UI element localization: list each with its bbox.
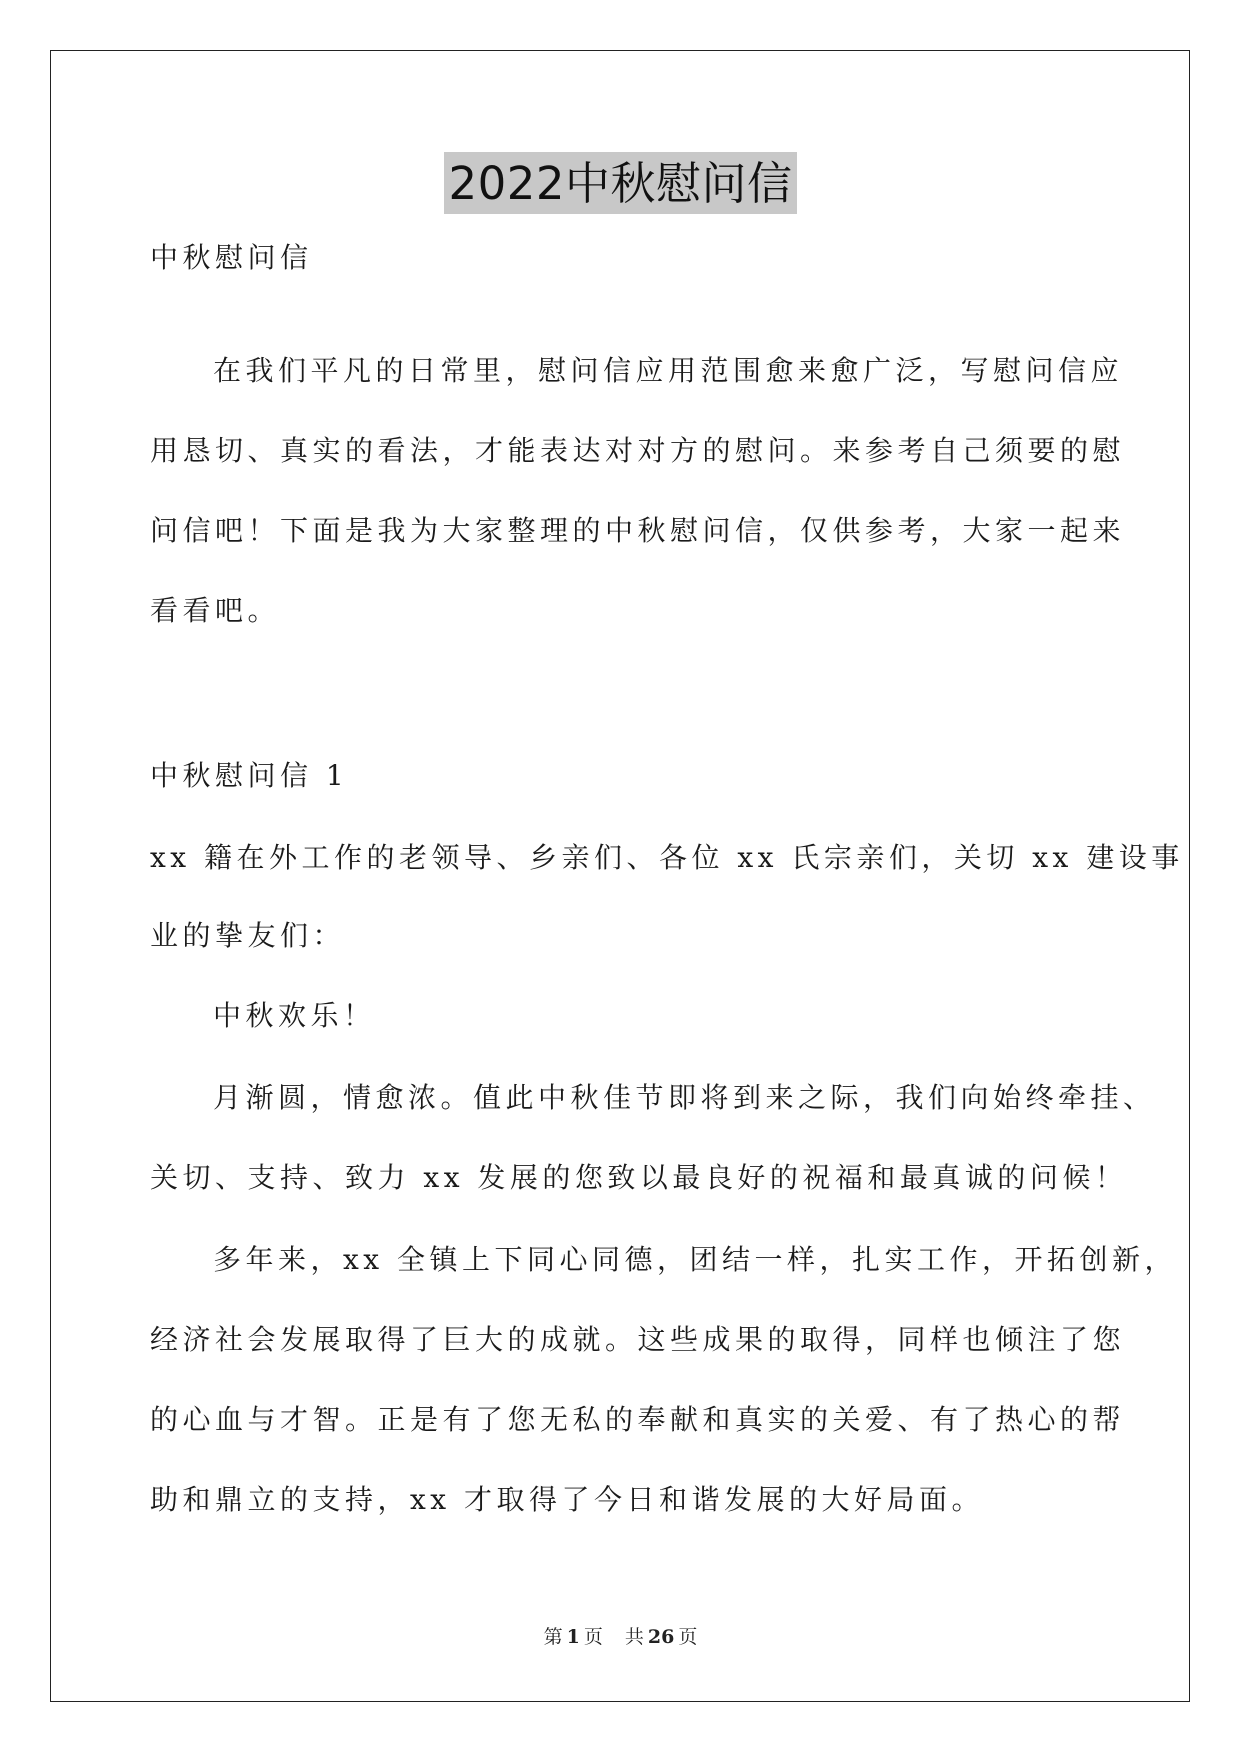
page-suffix: 页 xyxy=(583,1626,603,1648)
page-footer xyxy=(0,1622,1241,1649)
paragraph-line: 问信吧！下面是我为大家整理的中秋慰问信，仅供参考，大家一起来 xyxy=(150,514,1126,547)
title-container xyxy=(0,152,1241,214)
paragraph-line: 用恳切、真实的看法，才能表达对对方的慰问。来参考自己须要的慰 xyxy=(150,434,1126,467)
document-title: 2022中秋慰问信 xyxy=(444,152,796,214)
salutation-line: 业的挚友们： xyxy=(150,919,346,952)
letter-heading: 中秋慰问信 1 xyxy=(150,759,349,792)
total-prefix: 共 xyxy=(624,1626,644,1648)
paragraph-line: 助和鼎立的支持，xx 才取得了今日和谐发展的大好局面。 xyxy=(150,1483,984,1516)
greeting-line: 中秋欢乐！ xyxy=(213,999,376,1032)
paragraph-line: 多年来，xx 全镇上下同心同德，团结一样，扎实工作，开拓创新， xyxy=(213,1243,1177,1276)
page-border xyxy=(50,50,1190,1702)
page-number: 1 xyxy=(566,1626,580,1648)
salutation-line: xx 籍在外工作的老领导、乡亲们、各位 xx 氏宗亲们，关切 xx 建设事 xyxy=(150,841,1184,874)
paragraph-line: 看看吧。 xyxy=(150,594,281,627)
paragraph-line: 在我们平凡的日常里，慰问信应用范围愈来愈广泛，写慰问信应 xyxy=(213,354,1124,387)
paragraph-line: 关切、支持、致力 xx 发展的您致以最良好的祝福和最真诚的问候！ xyxy=(150,1161,1128,1194)
paragraph-line: 月渐圆，情愈浓。值此中秋佳节即将到来之际，我们向始终牵挂、 xyxy=(213,1081,1156,1114)
page-prefix: 第 xyxy=(543,1626,563,1648)
total-pages: 26 xyxy=(647,1626,675,1648)
section-heading: 中秋慰问信 xyxy=(150,241,313,274)
paragraph-line: 的心血与才智。正是有了您无私的奉献和真实的关爱、有了热心的帮 xyxy=(150,1403,1126,1436)
paragraph-line: 经济社会发展取得了巨大的成就。这些成果的取得，同样也倾注了您 xyxy=(150,1323,1126,1356)
total-suffix: 页 xyxy=(678,1626,698,1648)
